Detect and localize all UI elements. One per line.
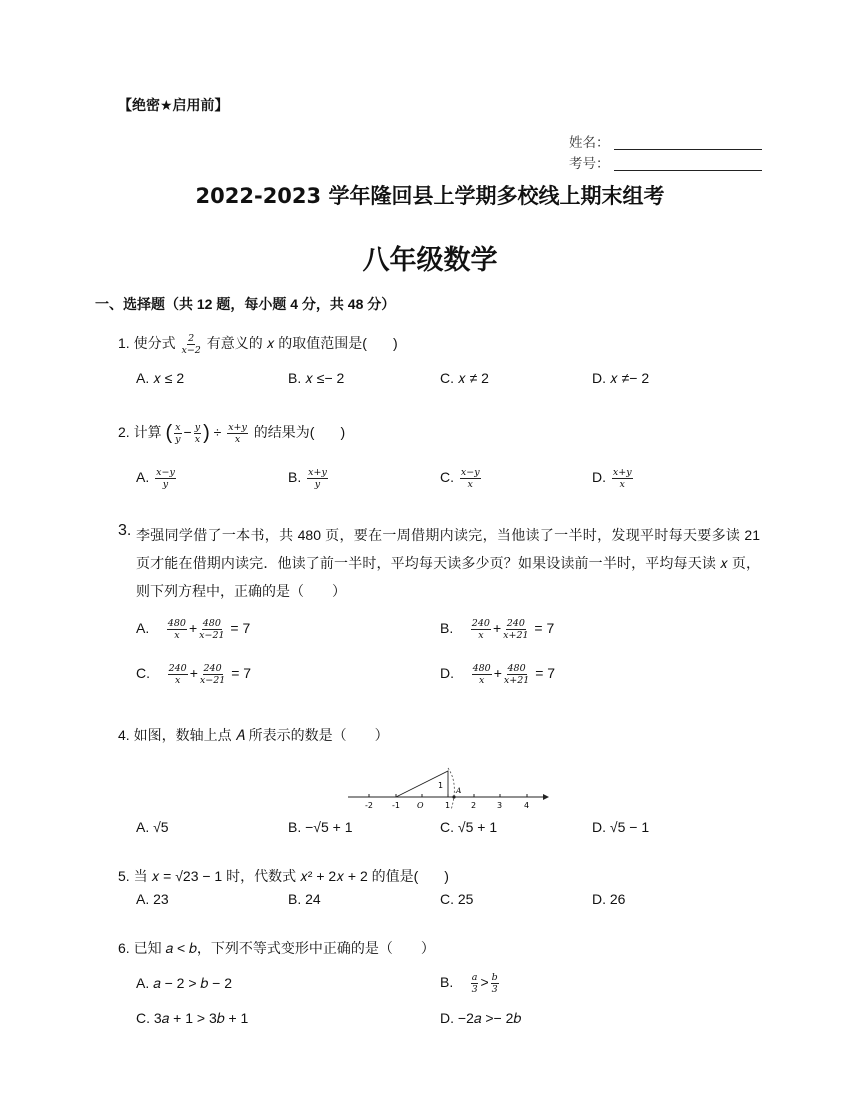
q6-option-c[interactable]: C. 3𝑎 + 1 > 3𝑏 + 1 [136,1010,249,1026]
tick-label: 1 [445,801,451,810]
q1-option-a[interactable]: A. 𝑥 ≤ 2 [136,370,185,386]
question-text: 已知 𝑎 < 𝑏，下列不等式变形中正确的是（ ） [133,940,435,956]
id-field[interactable] [569,152,762,172]
q3-option-d[interactable]: D. $\frac{480}{x}$ + $\frac{480}{x+21}$ = 7 [440,663,556,686]
q6-option-d[interactable]: D. −2𝑎 >− 2𝑏 [440,1010,522,1026]
question-3-text: 李强同学借了一本书，共 480 页，要在一周借期内读完，当他读了一半时，发现平时每天要多读 21 页才能在借期内读完．他读了前一半时，平均每天读多少页？如果设读前一半时，平均每天读 𝑥 页，则下列方程中，正确的是（ ） [136,527,760,599]
q1-option-d[interactable]: D. 𝑥 ≠− 2 [592,370,650,386]
q5-option-d[interactable]: D. 26 [592,891,626,907]
id-blank[interactable] [614,156,762,171]
q2-option-b[interactable]: B. $\frac{x+y}{y}$ [288,467,327,490]
q1-option-c[interactable]: C. 𝑥 ≠ 2 [440,370,489,386]
question-number: 4. [118,727,130,743]
q3-option-c[interactable]: C. $\frac{240}{x}$ + $\frac{240}{x-21}$ = 7 [136,663,252,686]
question-text: 的结果为( [253,424,315,441]
question-4 [118,725,389,745]
name-label: 姓名： [569,135,610,150]
q2-option-c[interactable]: C. $\frac{x-y}{x}$ [440,467,480,490]
tick-label: -1 [392,801,400,810]
question-text: 使分式 [133,335,176,352]
point-a-label: A [456,786,462,795]
q6-option-b[interactable]: B. $\frac{a}{3}$ > $\frac{b}{3}$ [440,972,498,995]
section-heading: 一、选择题（共 12 题，每小题 4 分，共 48 分） [95,296,396,312]
question-text: 当 𝑥 = √23 − 1 时，代数式 𝑥² + 2𝑥 + 2 的值是( [133,868,419,884]
q4-option-b[interactable]: B. −√5 + 1 [288,819,353,835]
q3-option-b[interactable]: B. $\frac{240}{x}$ + $\frac{240}{x+21}$ = 7 [440,618,555,641]
question-number: 1. [118,335,130,352]
q4-option-c[interactable]: C. √5 + 1 [440,819,498,835]
id-label: 考号： [569,156,610,171]
close-paren: ) [340,424,346,441]
question-text: 如图，数轴上点 𝐴 所表示的数是（ ） [133,727,389,743]
name-field[interactable] [569,131,762,151]
question-number: 6. [118,940,130,956]
fraction: $\frac{2}{x-2}$ [181,333,201,356]
q3-option-a[interactable]: A. $\frac{480}{x}$ + $\frac{480}{x-21}$ = 7 [136,618,251,641]
side-length-label: 1 [438,781,444,790]
tick-label: 4 [524,801,530,810]
close-paren: ) [444,868,449,884]
q2-option-d[interactable]: D. $\frac{x+y}{x}$ [592,467,632,490]
q5-option-c[interactable]: C. 25 [440,891,474,907]
q6-option-a[interactable]: A. 𝑎 − 2 > 𝑏 − 2 [136,975,232,991]
question-1 [118,333,398,356]
subject-title: 八年级数学 [362,245,498,275]
question-number: 5. [118,868,130,884]
q2-option-a[interactable]: A. $\frac{x-y}{y}$ [136,467,175,490]
q4-option-d[interactable]: D. √5 − 1 [592,819,650,835]
close-paren: ) [392,335,398,352]
tick-label: 3 [497,801,503,810]
origin-label: O [417,801,424,810]
question-2: 2. 计算 ( $\frac{x}{y}$ − $\frac{y}{x}$ ) ÷ $\frac{x+y}{x}$ 的结果为( ) [118,422,346,445]
name-blank[interactable] [614,135,762,150]
axis-arrow [543,794,549,800]
exam-title: 2022-2023 学年隆回县上学期多校线上期末组考 [195,184,665,208]
q4-option-a[interactable]: A. √5 [136,819,169,835]
question-3-number: 3. [118,522,132,539]
q1-option-b[interactable]: B. 𝑥 ≤− 2 [288,370,345,386]
question-text: 有意义的 𝑥 的取值范围是( [206,335,367,352]
tick-label: 2 [471,801,477,810]
q5-option-b[interactable]: B. 24 [288,891,321,907]
question-number: 2. [118,424,130,441]
q5-option-a[interactable]: A. 23 [136,891,169,907]
point-a [452,795,455,798]
question-5 [118,866,449,886]
number-line-figure [345,762,550,812]
question-text: 计算 [133,424,162,441]
tick-label: -2 [365,801,373,810]
question-6 [118,938,435,958]
confidential-label: 【绝密★启用前】 [118,97,229,113]
